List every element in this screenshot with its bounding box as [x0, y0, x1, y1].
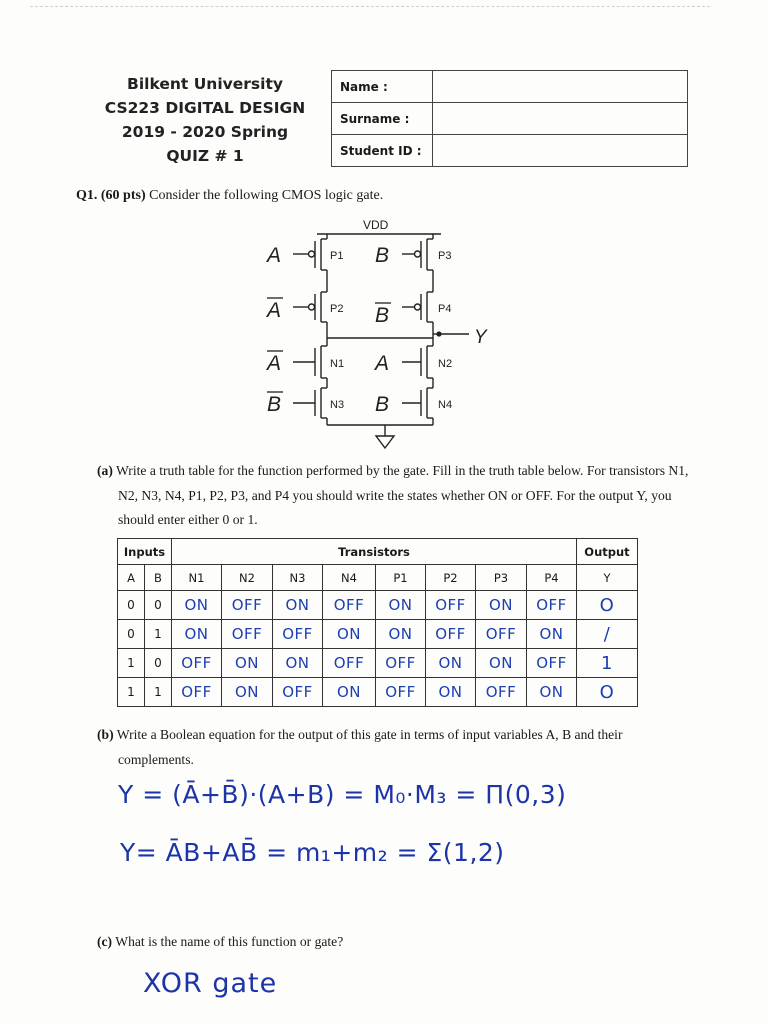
p1-label: P1 — [330, 250, 344, 262]
n1-label: N1 — [330, 358, 345, 370]
inputs-header: Inputs — [118, 539, 172, 565]
student-id-field[interactable] — [433, 135, 688, 167]
col-p2: P2 — [426, 565, 476, 591]
surname-field[interactable] — [433, 103, 688, 135]
column-header-row — [118, 565, 638, 591]
cmos-circuit-diagram — [255, 212, 505, 457]
truth-table — [117, 538, 638, 707]
p2-label: P2 — [330, 303, 344, 315]
complement-bars — [267, 298, 391, 392]
n4-gate-label: B — [375, 393, 390, 416]
col-n3: N3 — [273, 565, 323, 591]
table-row: 1 1 OFF ON OFF ON OFF ON OFF ON O — [118, 678, 638, 707]
term: 2019 - 2020 Spring — [121, 123, 289, 141]
ground-symbol — [376, 436, 394, 448]
question-points: (60 pts) — [100, 188, 146, 203]
question-1 — [76, 188, 383, 204]
course-name: CS223 DIGITAL DESIGN — [104, 99, 306, 117]
transistors-header: Transistors — [172, 539, 577, 565]
part-a — [97, 459, 697, 533]
p1-gate-label: A — [267, 244, 282, 267]
output-label: Y — [474, 327, 487, 348]
surname-row — [332, 103, 688, 135]
part-c-label: (c) — [97, 934, 113, 949]
p1-bubble — [309, 251, 315, 257]
p2-gate-label: A — [267, 299, 282, 322]
quiz-number: QUIZ # 1 — [166, 147, 244, 165]
student-info-table — [331, 70, 688, 167]
output-node-dot — [436, 331, 441, 336]
name-field[interactable] — [433, 71, 688, 103]
table-row: 0 0 ON OFF ON OFF ON OFF ON OFF O — [118, 591, 638, 620]
name-label: Name : — [332, 71, 433, 103]
part-c — [97, 930, 343, 955]
part-b-text: Write a Boolean equation for the output of this gate in terms of input variables A, B and their complements. — [116, 727, 623, 767]
vdd-label: VDD — [363, 218, 389, 232]
part-a-text: Write a truth table for the function performed by the gate. Fill in the truth table below. For transistors N1, N2, N3, N4, P1, P2, P3, and P4 you should write the states whether ON or OFF. For the output Y, you should enter either 0 or 1. — [116, 463, 689, 527]
col-b: B — [145, 565, 172, 591]
university-name: Bilkent University — [127, 75, 283, 93]
col-p3: P3 — [476, 565, 527, 591]
n2-label: N2 — [438, 358, 453, 370]
n2-gate-label: A — [375, 352, 390, 375]
n3-gate-label: B — [267, 393, 282, 416]
p2-bubble — [309, 304, 315, 310]
student-id-label: Student ID : — [332, 135, 433, 167]
p4-label: P4 — [438, 303, 452, 315]
boolean-answer-sop: Y= ĀB+AB̄ = m₁+m₂ = Σ(1,2) — [120, 838, 505, 867]
n3-label: N3 — [330, 399, 345, 411]
p3-gate-label: B — [375, 244, 390, 267]
p3-bubble — [415, 251, 421, 257]
part-b-label: (b) — [97, 727, 114, 742]
gate-name-answer: XOR gate — [143, 968, 278, 999]
n4-label: N4 — [438, 399, 453, 411]
col-p4: P4 — [527, 565, 577, 591]
part-b — [97, 723, 697, 772]
output-header: Output — [577, 539, 638, 565]
col-n4: N4 — [323, 565, 376, 591]
name-row — [332, 71, 688, 103]
col-n1: N1 — [172, 565, 222, 591]
quiz-header — [100, 72, 310, 168]
p3-label: P3 — [438, 250, 452, 262]
question-number: Q1. — [76, 188, 98, 203]
part-c-text: What is the name of this function or gate? — [115, 934, 344, 949]
boolean-answer-pos: Y = (Ā+B̄)·(A+B) = M₀·M₃ = Π(0,3) — [118, 780, 567, 809]
table-row: 0 1 ON OFF OFF ON ON OFF OFF ON / — [118, 620, 638, 649]
scan-edge-line — [30, 6, 710, 7]
col-y: Y — [577, 565, 638, 591]
col-a: A — [118, 565, 145, 591]
col-p1: P1 — [376, 565, 426, 591]
group-header-row — [118, 539, 638, 565]
table-row: 1 0 OFF ON ON OFF OFF ON ON OFF 1 — [118, 649, 638, 678]
part-a-label: (a) — [97, 463, 113, 478]
student-id-row — [332, 135, 688, 167]
col-n2: N2 — [222, 565, 273, 591]
surname-label: Surname : — [332, 103, 433, 135]
p4-bubble — [415, 304, 421, 310]
p4-gate-label: B — [375, 304, 390, 327]
n1-gate-label: A — [267, 352, 282, 375]
question-text: Consider the following CMOS logic gate. — [149, 188, 384, 203]
